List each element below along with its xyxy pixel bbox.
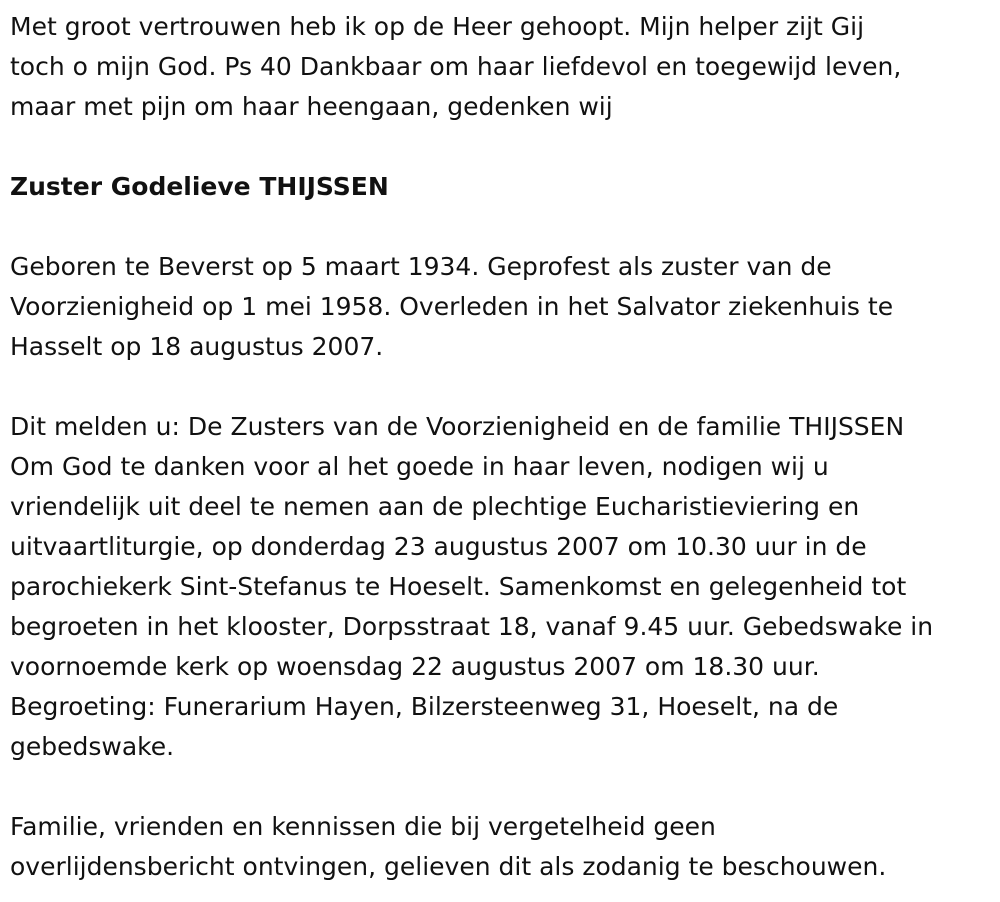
announcement-paragraph xyxy=(10,407,995,767)
text-line: Dit melden u: De Zusters van de Voorzienigheid en de familie THIJSSEN xyxy=(10,412,905,441)
text-line: maar met pijn om haar heengaan, gedenken wij xyxy=(10,92,613,121)
text-line: Geboren te Beverst op 5 maart 1934. Geprofest als zuster van de xyxy=(10,252,832,281)
text-line: Met groot vertrouwen heb ik op de Heer gehoopt. Mijn helper zijt Gij xyxy=(10,12,865,41)
text-line: Om God te danken voor al het goede in haar leven, nodigen wij u xyxy=(10,452,829,481)
text-line: vriendelijk uit deel te nemen aan de plechtige Eucharistieviering en xyxy=(10,492,860,521)
intro-paragraph xyxy=(10,7,995,127)
text-line: gebedswake. xyxy=(10,732,175,761)
text-line: voornoemde kerk op woensdag 22 augustus 2007 om 18.30 uur. xyxy=(10,652,820,681)
text-line: Hasselt op 18 augustus 2007. xyxy=(10,332,384,361)
text-line: Voorzienigheid op 1 mei 1958. Overleden in het Salvator ziekenhuis te xyxy=(10,292,894,321)
text-line: begroeten in het klooster, Dorpsstraat 18, vanaf 9.45 uur. Gebedswake in xyxy=(10,612,934,641)
deceased-name: Zuster Godelieve THIJSSEN xyxy=(10,172,389,201)
text-line: overlijdensbericht ontvingen, gelieven dit als zodanig te beschouwen. xyxy=(10,852,887,881)
text-line: toch o mijn God. Ps 40 Dankbaar om haar liefdevol en toegewijd leven, xyxy=(10,52,902,81)
text-line: parochiekerk Sint-Stefanus te Hoeselt. Samenkomst en gelegenheid tot xyxy=(10,572,907,601)
biography-paragraph xyxy=(10,247,995,367)
text-line: Begroeting: Funerarium Hayen, Bilzersteenweg 31, Hoeselt, na de xyxy=(10,692,839,721)
obituary-notice xyxy=(10,7,995,887)
text-line: uitvaartliturgie, op donderdag 23 augustus 2007 om 10.30 uur in de xyxy=(10,532,867,561)
text-line: Familie, vrienden en kennissen die bij vergetelheid geen xyxy=(10,812,716,841)
closing-paragraph xyxy=(10,807,995,887)
